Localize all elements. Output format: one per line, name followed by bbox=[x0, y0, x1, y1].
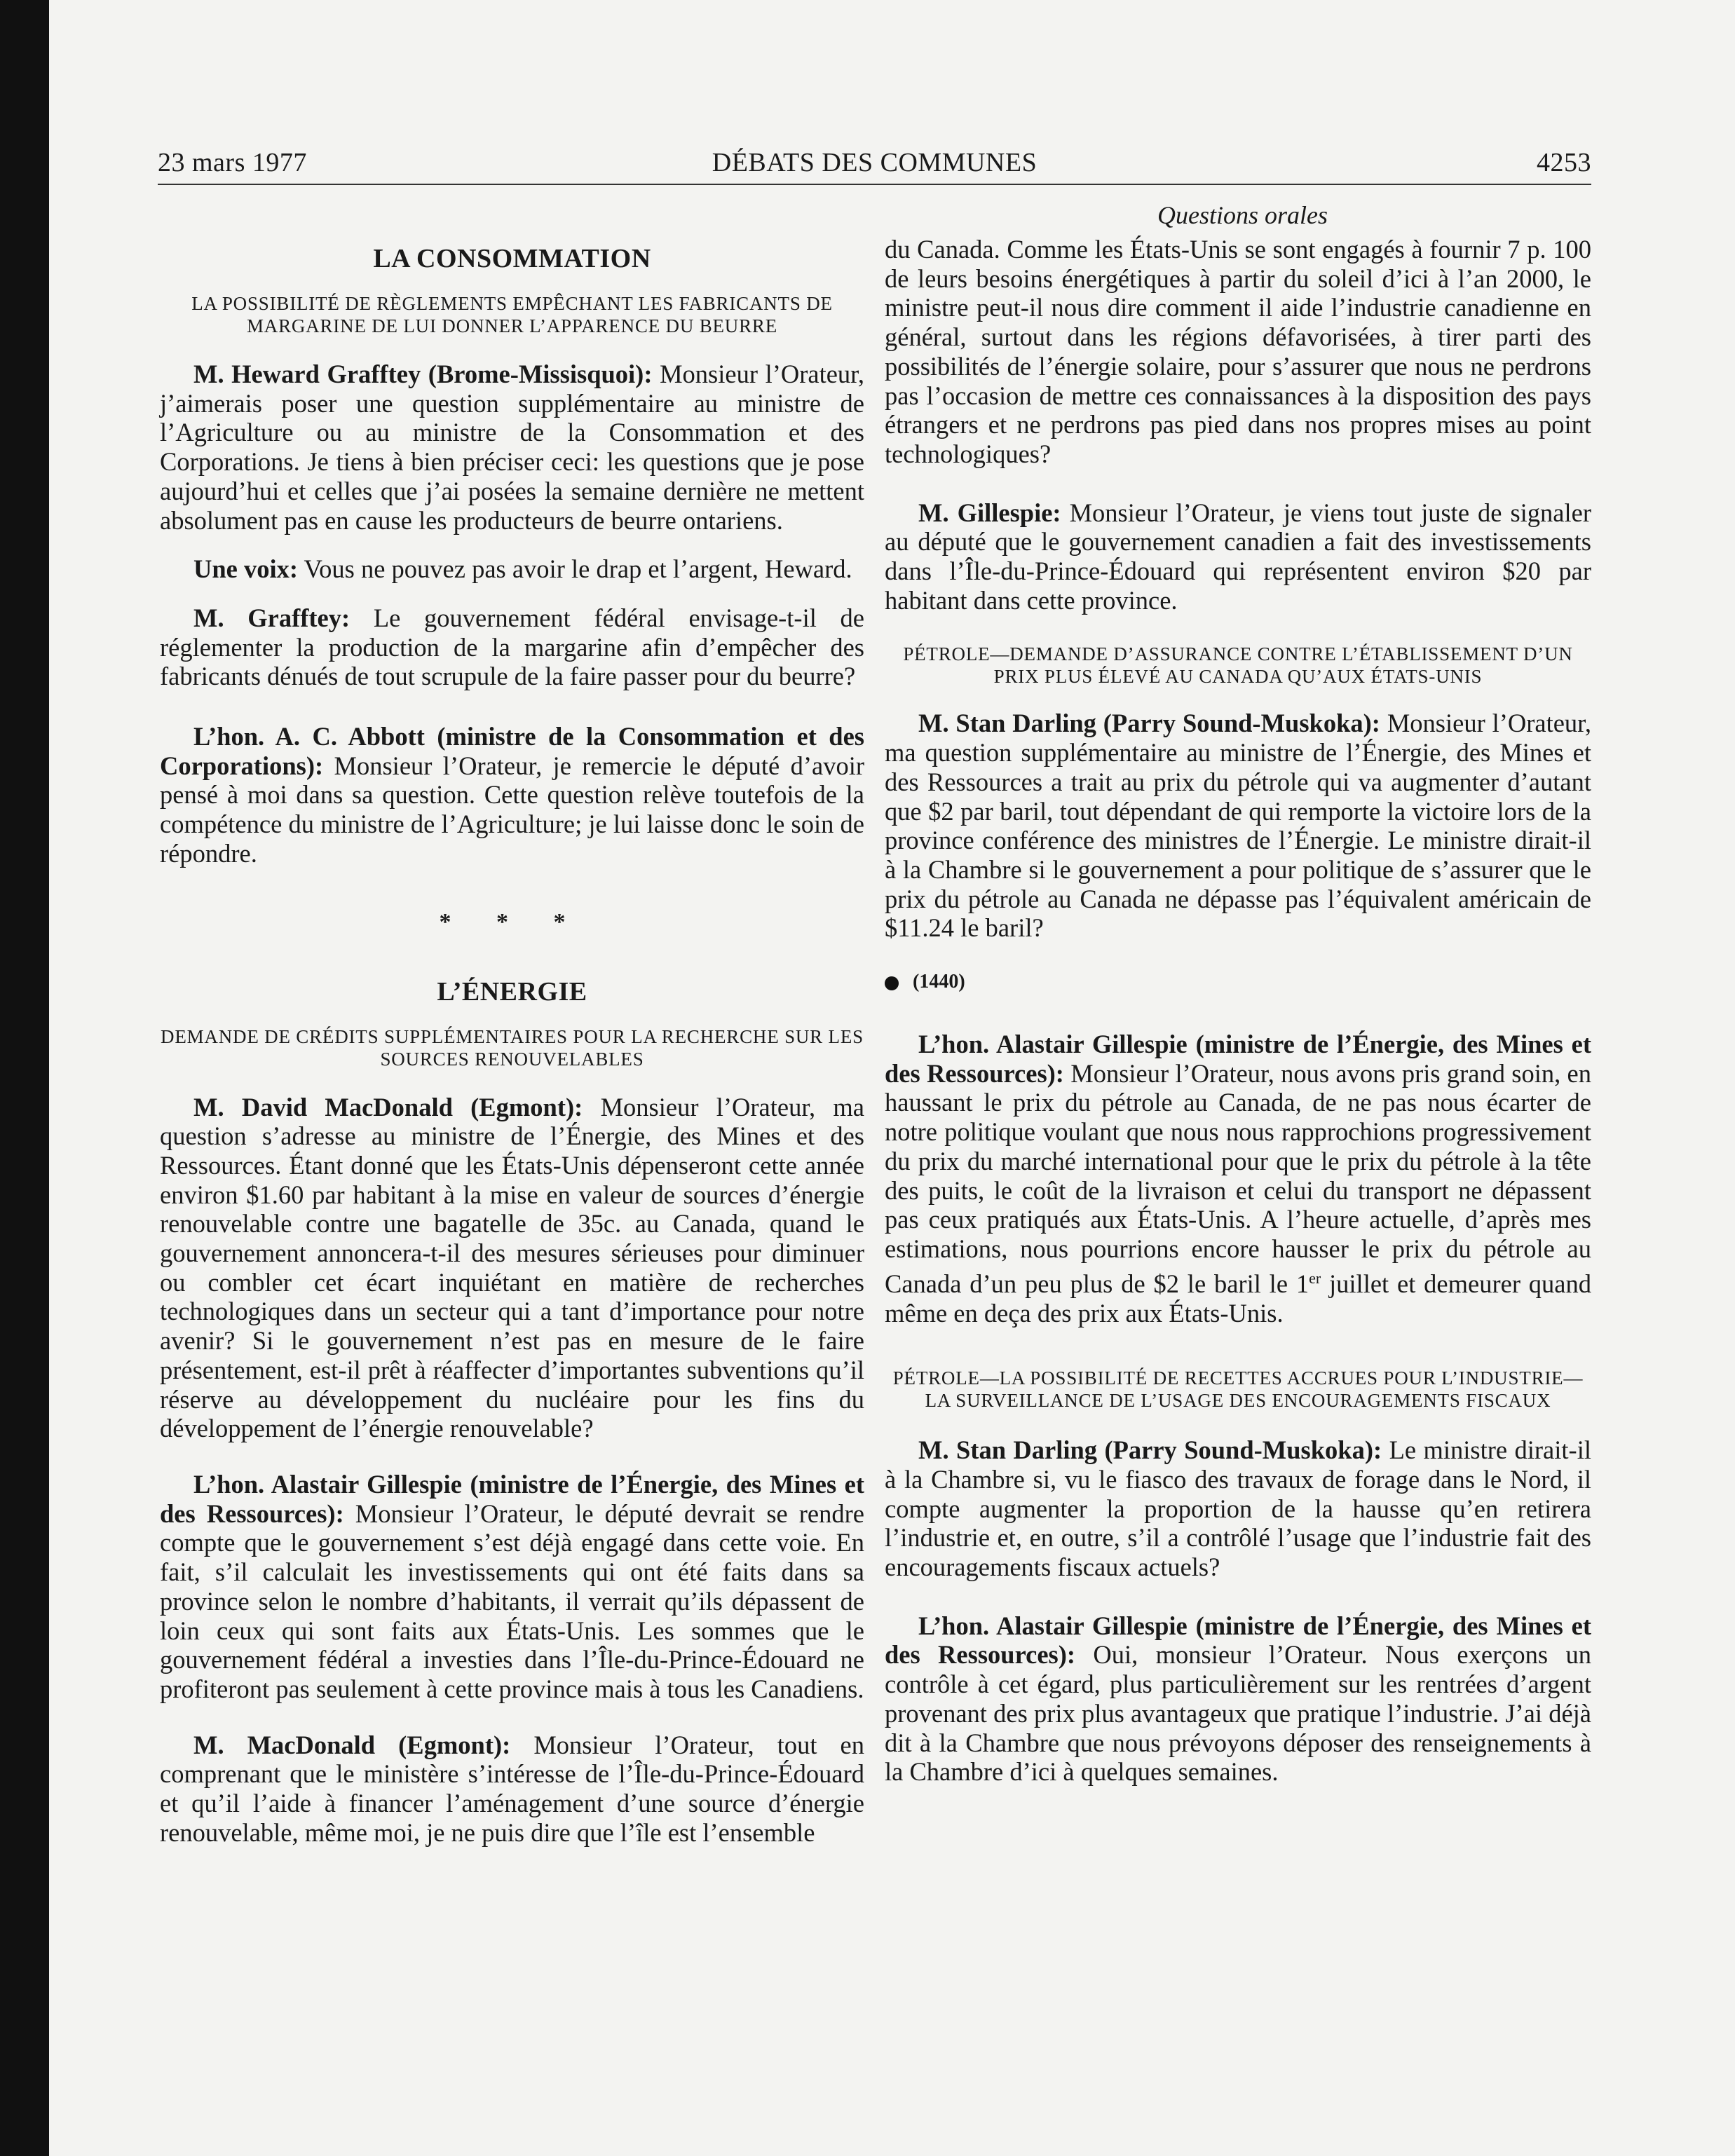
speaker: M. Stan Darling (Parry Sound-Muskoka): bbox=[918, 1435, 1382, 1465]
speaker: M. David MacDonald (Egmont): bbox=[193, 1092, 583, 1121]
bullet-icon bbox=[885, 976, 899, 990]
page-header bbox=[158, 147, 1591, 186]
speech-text: Le ministre dirait-il à la Chambre si, vu le fiasco des travaux de forage dans le Nord, il compte augmenter la proportion de la hausse qu’en retirera l’industrie et, en outre, s’il a contrôlé l’usage que l’industrie fait des encouragements fiscaux actuels? bbox=[885, 1435, 1591, 1582]
speech-text: Monsieur l’Orateur, je remercie le député d’avoir pensé à moi dans sa question. Cette question relève toutefois de la compétence du ministre de l’Agriculture; je lui laisse donc le soin de répondre. bbox=[160, 751, 864, 868]
paragraph bbox=[160, 1093, 864, 1443]
speech-text: Monsieur l’Orateur, le député devrait se rendre compte que le gouvernement s’est déjà engagé dans cette voie. En fait, s’il calculait les investissements qui ont été faits dans sa province selon le nombre d’habitants, il verrait qu’ils dépassent de loin ceux qui sont faits aux États-Unis. Les sommes que le gouvernement fédéral a investies dans l’Île-du-Prince-Édouard ne profiteront pas seulement à cette province mais à tous les Canadiens. bbox=[160, 1499, 864, 1703]
paragraph bbox=[885, 1030, 1591, 1328]
speaker: Une voix: bbox=[193, 554, 299, 584]
section-title: LA CONSOMMATION bbox=[373, 244, 651, 273]
header-title: DÉBATS DES COMMUNES bbox=[712, 148, 1037, 177]
speaker: M. Stan Darling (Parry Sound-Muskoka): bbox=[918, 709, 1380, 738]
speech-text: juillet et demeurer quand même en deça des prix aux États-Unis. bbox=[885, 1269, 1592, 1328]
scan-border bbox=[0, 0, 49, 2156]
right-column bbox=[885, 235, 1591, 1787]
speaker: L’hon. A. C. Abbott (ministre de la Consommation et des Corporations): bbox=[160, 722, 864, 780]
speech-text: Monsieur l’Orateur, je viens tout juste de signaler au député que le gouvernement canadien a fait des investissements dans l’Île-du-Prince-Édouard qui représentent environ $20 par habitant dans cette province. bbox=[885, 498, 1592, 615]
time-label: (1440) bbox=[913, 971, 965, 993]
paragraph bbox=[885, 1611, 1591, 1787]
speech-text: Vous ne pouvez pas avoir le drap et l’argent, Heward. bbox=[298, 554, 852, 584]
running-head: Questions orales bbox=[1157, 201, 1328, 229]
paragraph bbox=[160, 1731, 864, 1848]
section-separator: * * * bbox=[439, 908, 585, 935]
section-title: L’ÉNERGIE bbox=[437, 976, 587, 1007]
speaker: L’hon. Alastair Gillespie (ministre de l’Énergie, des Mines et des Ressources): bbox=[885, 1611, 1591, 1670]
speech-text: Monsieur l’Orateur, nous avons pris grand soin, en haussant le prix du pétrole au Canada, de ne pas nous écarter de notre politique voulant que nous nous rapprochions progressivement du prix du marché international pour que le prix du pétrole à la tête des puits, le coût de la livraison et celui du transport ne dépassent pas ceux pratiqués aux États-Unis. A l’heure actuelle, d’après mes estimations, nous pourrions encore hausser le prix du pétrole au Canada d’un peu plus de $2 le baril le 1 bbox=[885, 1058, 1591, 1298]
speech-text: Monsieur l’Orateur, j’aimerais poser une question supplémentaire au ministre de l’Agriculture ou au ministre de la Consommation et des Corporations. Je tiens à bien préciser ceci: les questions que je pose aujourd’hui et celles que j’ai posées la semaine dernière ne mettent absolument pas en cause les producteurs de beurre ontariens. bbox=[160, 360, 864, 535]
speaker: M. Gillespie: bbox=[918, 498, 1061, 527]
section-subhead: DEMANDE DE CRÉDITS SUPPLÉMENTAIRES POUR LA RECHERCHE SUR LES SOURCES RENOUVELABLES bbox=[161, 1025, 864, 1070]
header-date: 23 mars 1977 bbox=[158, 148, 307, 177]
speech-text: Monsieur l’Orateur, ma question s’adresse au ministre de l’Énergie, des Mines et des Ressources. Étant donné que les États-Unis dépenseront cette année environ $1.60 par habitant à la mise en valeur de sources d’énergie renouvelable contre une bagatelle de 35c. au Canada, quand le gouvernement annoncera-t-il des mesures sérieuses pour diminuer ou combler cet écart inquiétant en matière de recherches technologiques dans un secteur qui a tant d’importance pour notre avenir? Si le gouvernement n’est pas en mesure de le faire présentement, est-il prêt à réaffecter d’importantes subventions qu’il réserve au développement du nucléaire pour les fins du développement de l’énergie renouvelable? bbox=[160, 1092, 864, 1443]
speaker: L’hon. Alastair Gillespie (ministre de l’Énergie, des Mines et des Ressources): bbox=[160, 1469, 864, 1528]
paragraph bbox=[160, 554, 864, 584]
paragraph bbox=[160, 722, 864, 868]
section-subhead: LA POSSIBILITÉ DE RÈGLEMENTS EMPÊCHANT LES FABRICANTS DE MARGARINE DE LUI DONNER L’APPARENCE DU BEURRE bbox=[191, 293, 833, 336]
paragraph bbox=[885, 709, 1591, 943]
header-page-number: 4253 bbox=[1537, 148, 1591, 177]
paragraph bbox=[885, 1435, 1591, 1582]
speech-text: Le gouvernement fédéral envisage-t-il de réglementer la production de la margarine afin d’empêcher des fabricants dénués de tout scrupule de la faire passer pour du beurre? bbox=[160, 603, 864, 691]
time-marker bbox=[885, 971, 1591, 993]
left-column bbox=[160, 235, 864, 1847]
speech-text: Monsieur l’Orateur, tout en comprenant que le ministère s’intéresse de l’Île-du-Prince-Édouard et qu’il l’aide à financer l’aménagement d’une source d’énergie renouvelable, même moi, je ne puis dire que l’île est l’ensemble bbox=[160, 1730, 864, 1847]
section-subhead: PÉTROLE—DEMANDE D’ASSURANCE CONTRE L’ÉTABLISSEMENT D’UN PRIX PLUS ÉLEVÉ AU CANADA QU’AUX ÉTATS-UNIS bbox=[903, 643, 1573, 688]
speech-text: Monsieur l’Orateur, ma question supplémentaire au ministre de l’Énergie, des Mines et des Ressources a trait au prix du pétrole qui va augmenter d’autant que $2 par baril, tout dépendant de qui remporte la victoire lors de la province conférence des ministres de l’Énergie. Le ministre dirait-il à la Chambre si le gouvernement a pour politique de s’assurer que le prix du pétrole au Canada ne dépasse pas l’équivalent américain de $11.24 le baril? bbox=[885, 709, 1592, 943]
speech-text: Oui, monsieur l’Orateur. Nous exerçons un contrôle à cet égard, plus particulièrement sur les rentrées d’argent provenant des prix plus avantageux que pratique l’industrie. J’ai déjà dit à la Chambre que nous prévoyons déposer des renseignements à la Chambre d’ici à quelques semaines. bbox=[885, 1640, 1591, 1787]
speech-text: du Canada. Comme les États-Unis se sont engagés à fournir 7 p. 100 de leurs besoins énergétiques à partir du soleil d’ici à l’an 2000, le ministre peut-il nous dire comment il aide l’industrie canadienne en général, surtout dans les régions défavorisées, à tirer parti des possibilités de l’énergie solaire, pour s’assurer que nous ne perdrons pas l’occasion de mettre ces connaissances à la disposition des pays étrangers et ne perdrons pas pied dans nos propres mises au point technologiques? bbox=[885, 235, 1591, 468]
speaker: M. MacDonald (Egmont): bbox=[193, 1730, 511, 1759]
speaker: M. Heward Grafftey (Brome-Missisquoi): bbox=[193, 360, 653, 388]
paragraph bbox=[160, 1470, 864, 1704]
paragraph bbox=[160, 603, 864, 691]
paragraph bbox=[160, 360, 864, 535]
section-subhead: PÉTROLE—LA POSSIBILITÉ DE RECETTES ACCRUES POUR L’INDUSTRIE—LA SURVEILLANCE DE L’USAGE DES ENCOURAGEMENTS FISCAUX bbox=[892, 1367, 1584, 1412]
paragraph-continued bbox=[885, 235, 1591, 469]
header-rule bbox=[158, 184, 1591, 185]
speaker: M. Grafftey: bbox=[193, 603, 351, 632]
speaker: L’hon. Alastair Gillespie (ministre de l’Énergie, des Mines et des Ressources): bbox=[885, 1030, 1591, 1088]
superscript: er bbox=[1309, 1269, 1321, 1287]
paragraph bbox=[885, 498, 1591, 615]
